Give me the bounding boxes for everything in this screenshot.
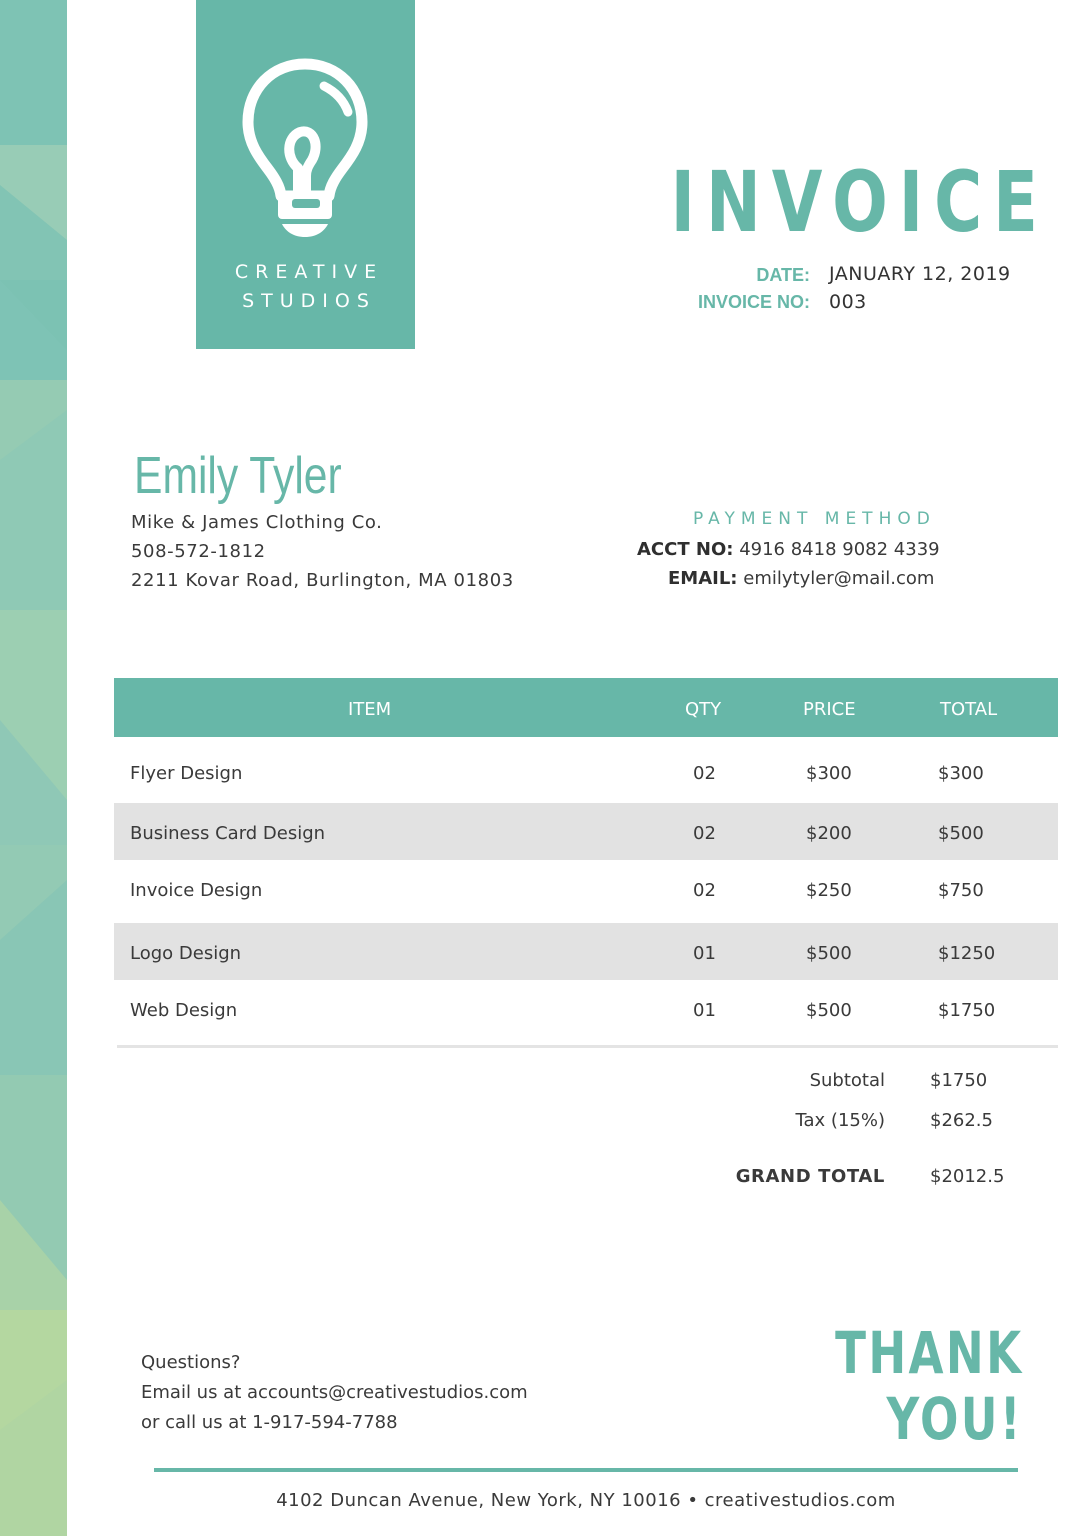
subtotal-value: $1750 [930,1070,988,1091]
table-row [114,923,1058,980]
brand-name-line1: CREATIVE [234,261,384,283]
row-total: $300 [938,763,984,784]
row-item: Invoice Design [130,880,263,901]
footer-divider [154,1468,1018,1472]
client-phone: 508-572-1812 [131,541,266,562]
contact-email-line: Email us at accounts@creativestudios.com [141,1382,528,1403]
acct-label: ACCT NO: [637,539,734,560]
client-company: Mike & James Clothing Co. [131,512,383,533]
row-qty: 01 [693,943,716,964]
decorative-side-strip [0,0,67,1536]
row-qty: 02 [693,763,716,784]
row-price: $300 [806,763,852,784]
row-item: Logo Design [130,943,242,964]
table-row [114,980,1058,1043]
header-qty: QTY [685,699,722,720]
row-price: $250 [806,880,852,901]
email-value: emilytyler@mail.com [743,568,935,589]
row-total: $1750 [938,1000,996,1021]
row-price: $500 [806,1000,852,1021]
row-qty: 01 [693,1000,716,1021]
brand-name-line2: STUDIOS [242,290,376,312]
date-label: DATE: [756,265,810,285]
payment-heading: PAYMENT METHOD [693,509,936,529]
row-price: $200 [806,823,852,844]
header-item: ITEM [348,699,392,720]
subtotal-label: Subtotal [809,1070,885,1091]
row-item: Web Design [130,1000,238,1021]
row-total: $1250 [938,943,996,964]
table-row [114,743,1058,803]
table-divider [117,1045,1058,1048]
page-title: INVOICE [670,153,1049,251]
email-label: EMAIL: [668,568,738,589]
row-qty: 02 [693,880,716,901]
header-total: TOTAL [940,699,998,720]
company-logo [196,0,415,349]
contact-phone-line: or call us at 1-917-594-7788 [141,1412,398,1433]
row-qty: 02 [693,823,716,844]
row-total: $750 [938,880,984,901]
acct-value: 4916 8418 9082 4339 [739,539,940,560]
grand-total-label: GRAND TOTAL [735,1166,885,1187]
client-address: 2211 Kovar Road, Burlington, MA 01803 [131,570,514,591]
row-item: Flyer Design [130,763,243,784]
footer-address: 4102 Duncan Avenue, New York, NY 10016 • creativestudios.com [276,1490,896,1511]
table-header [114,678,1058,737]
invoice-no-value: 003 [829,291,867,313]
tax-label: Tax (15%) [795,1110,885,1131]
line-items-table [114,678,1058,1043]
header-price: PRICE [803,699,856,720]
table-row [114,803,1058,860]
thank-you-line2: YOU! [886,1385,1023,1453]
grand-total-value: $2012.5 [930,1166,1005,1187]
thank-you-line1: THANK [834,1319,1023,1387]
row-total: $500 [938,823,984,844]
email-row [668,568,934,589]
invoice-no-label: INVOICE NO: [697,292,810,312]
acct-row [637,539,940,560]
row-price: $500 [806,943,852,964]
client-name: Emily Tyler [134,447,342,505]
date-value: JANUARY 12, 2019 [829,263,1011,285]
lightbulb-icon [242,56,368,240]
tax-value: $262.5 [930,1110,993,1131]
questions-line: Questions? [141,1352,241,1373]
table-row [114,860,1058,923]
row-item: Business Card Design [130,823,326,844]
